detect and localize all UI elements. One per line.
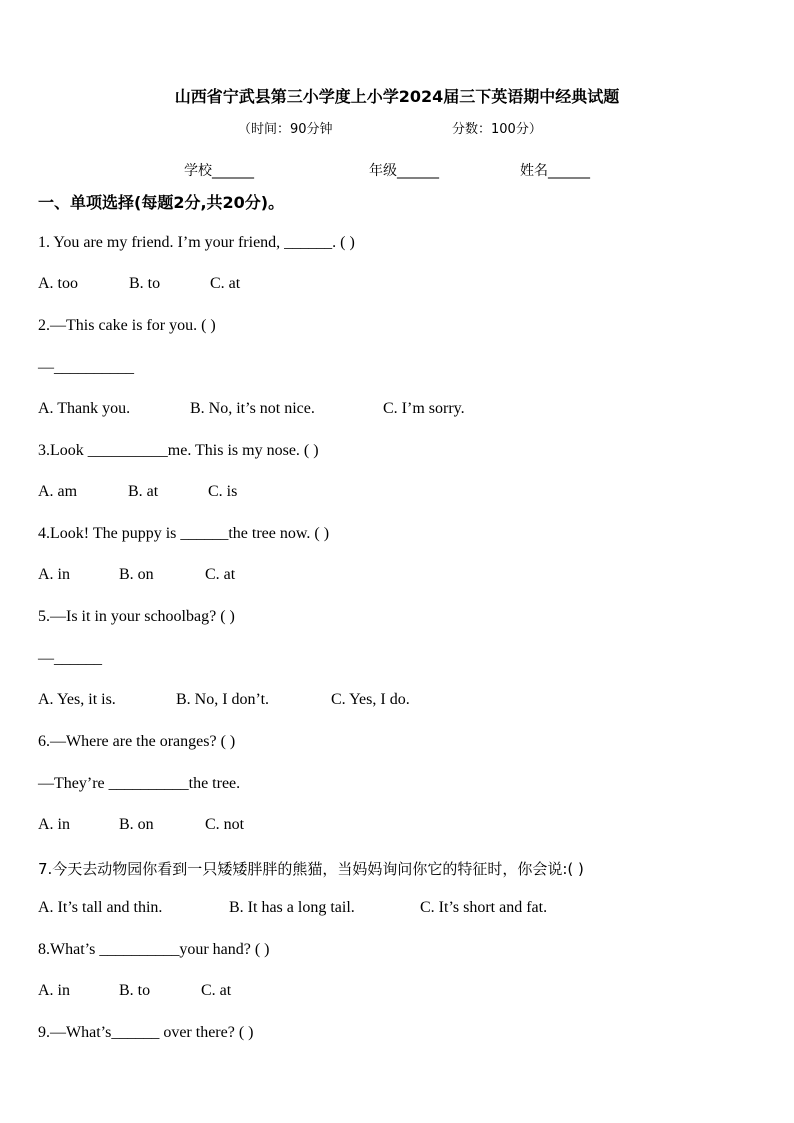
question-4-stem: 4.Look! The puppy is ______the tree now. ( ) [38,525,330,542]
question-8-option-b: B. to [119,982,151,999]
question-2-stem: 2.—This cake is for you. ( ) [38,317,216,334]
question-1-option-a: A. too [38,275,78,292]
exam-time: （时间：90分钟 [238,122,333,137]
exam-meta [238,118,542,137]
exam-score: 分数：100分） [452,122,542,137]
question-6-option-a: A. in [38,816,70,833]
question-2-reply: —__________ [38,359,134,376]
question-8-option-a: A. in [38,982,70,999]
question-7-option-c: C. It’s short and fat. [420,899,548,916]
grade-field: 年级______ [369,163,439,179]
question-6-reply: —They’re __________the tree. [38,775,241,792]
question-1-stem: 1. You are my friend. I’m your friend, ______. ( ) [38,234,355,251]
question-5-reply: —______ [38,650,102,667]
question-4-option-b: B. on [119,566,154,583]
question-2-option-a: A. Thank you. [38,400,131,417]
question-2-option-c: C. I’m sorry. [383,400,465,417]
question-3-option-c: C. is [208,483,238,500]
question-4-option-c: C. at [205,566,236,583]
exam-title: 山西省宁武县第三小学度上小学2024届三下英语期中经典试题 [174,87,620,106]
name-field: 姓名______ [520,163,590,179]
question-9-stem: 9.—What’s______ over there? ( ) [38,1024,254,1041]
question-5-option-c: C. Yes, I do. [331,691,410,708]
question-5-option-b: B. No, I don’t. [176,691,270,708]
question-7-option-b: B. It has a long tail. [229,899,355,916]
question-8-option-c: C. at [201,982,232,999]
question-6-option-c: C. not [205,816,245,833]
question-6-option-b: B. on [119,816,154,833]
question-3-option-a: A. am [38,483,78,500]
question-3-stem: 3.Look __________me. This is my nose. ( ) [38,442,319,459]
school-field: 学校______ [184,163,254,179]
question-5-stem: 5.—Is it in your schoolbag? ( ) [38,608,235,625]
question-2-option-b: B. No, it’s not nice. [190,400,315,417]
question-1-option-c: C. at [210,275,241,292]
question-8-stem: 8.What’s __________your hand? ( ) [38,941,270,958]
question-7-option-a: A. It’s tall and thin. [38,899,163,916]
question-5-option-a: A. Yes, it is. [38,691,116,708]
question-7-stem: 7.今天去动物园你看到一只矮矮胖胖的熊猫，当妈妈询问你它的特征时，你会说:( ) [38,860,584,878]
question-1-option-b: B. to [129,275,161,292]
question-6-stem: 6.—Where are the oranges? ( ) [38,733,236,750]
question-4-option-a: A. in [38,566,70,583]
section-heading: 一、单项选择(每题2分,共20分)。 [38,193,285,212]
question-3-option-b: B. at [128,483,159,500]
